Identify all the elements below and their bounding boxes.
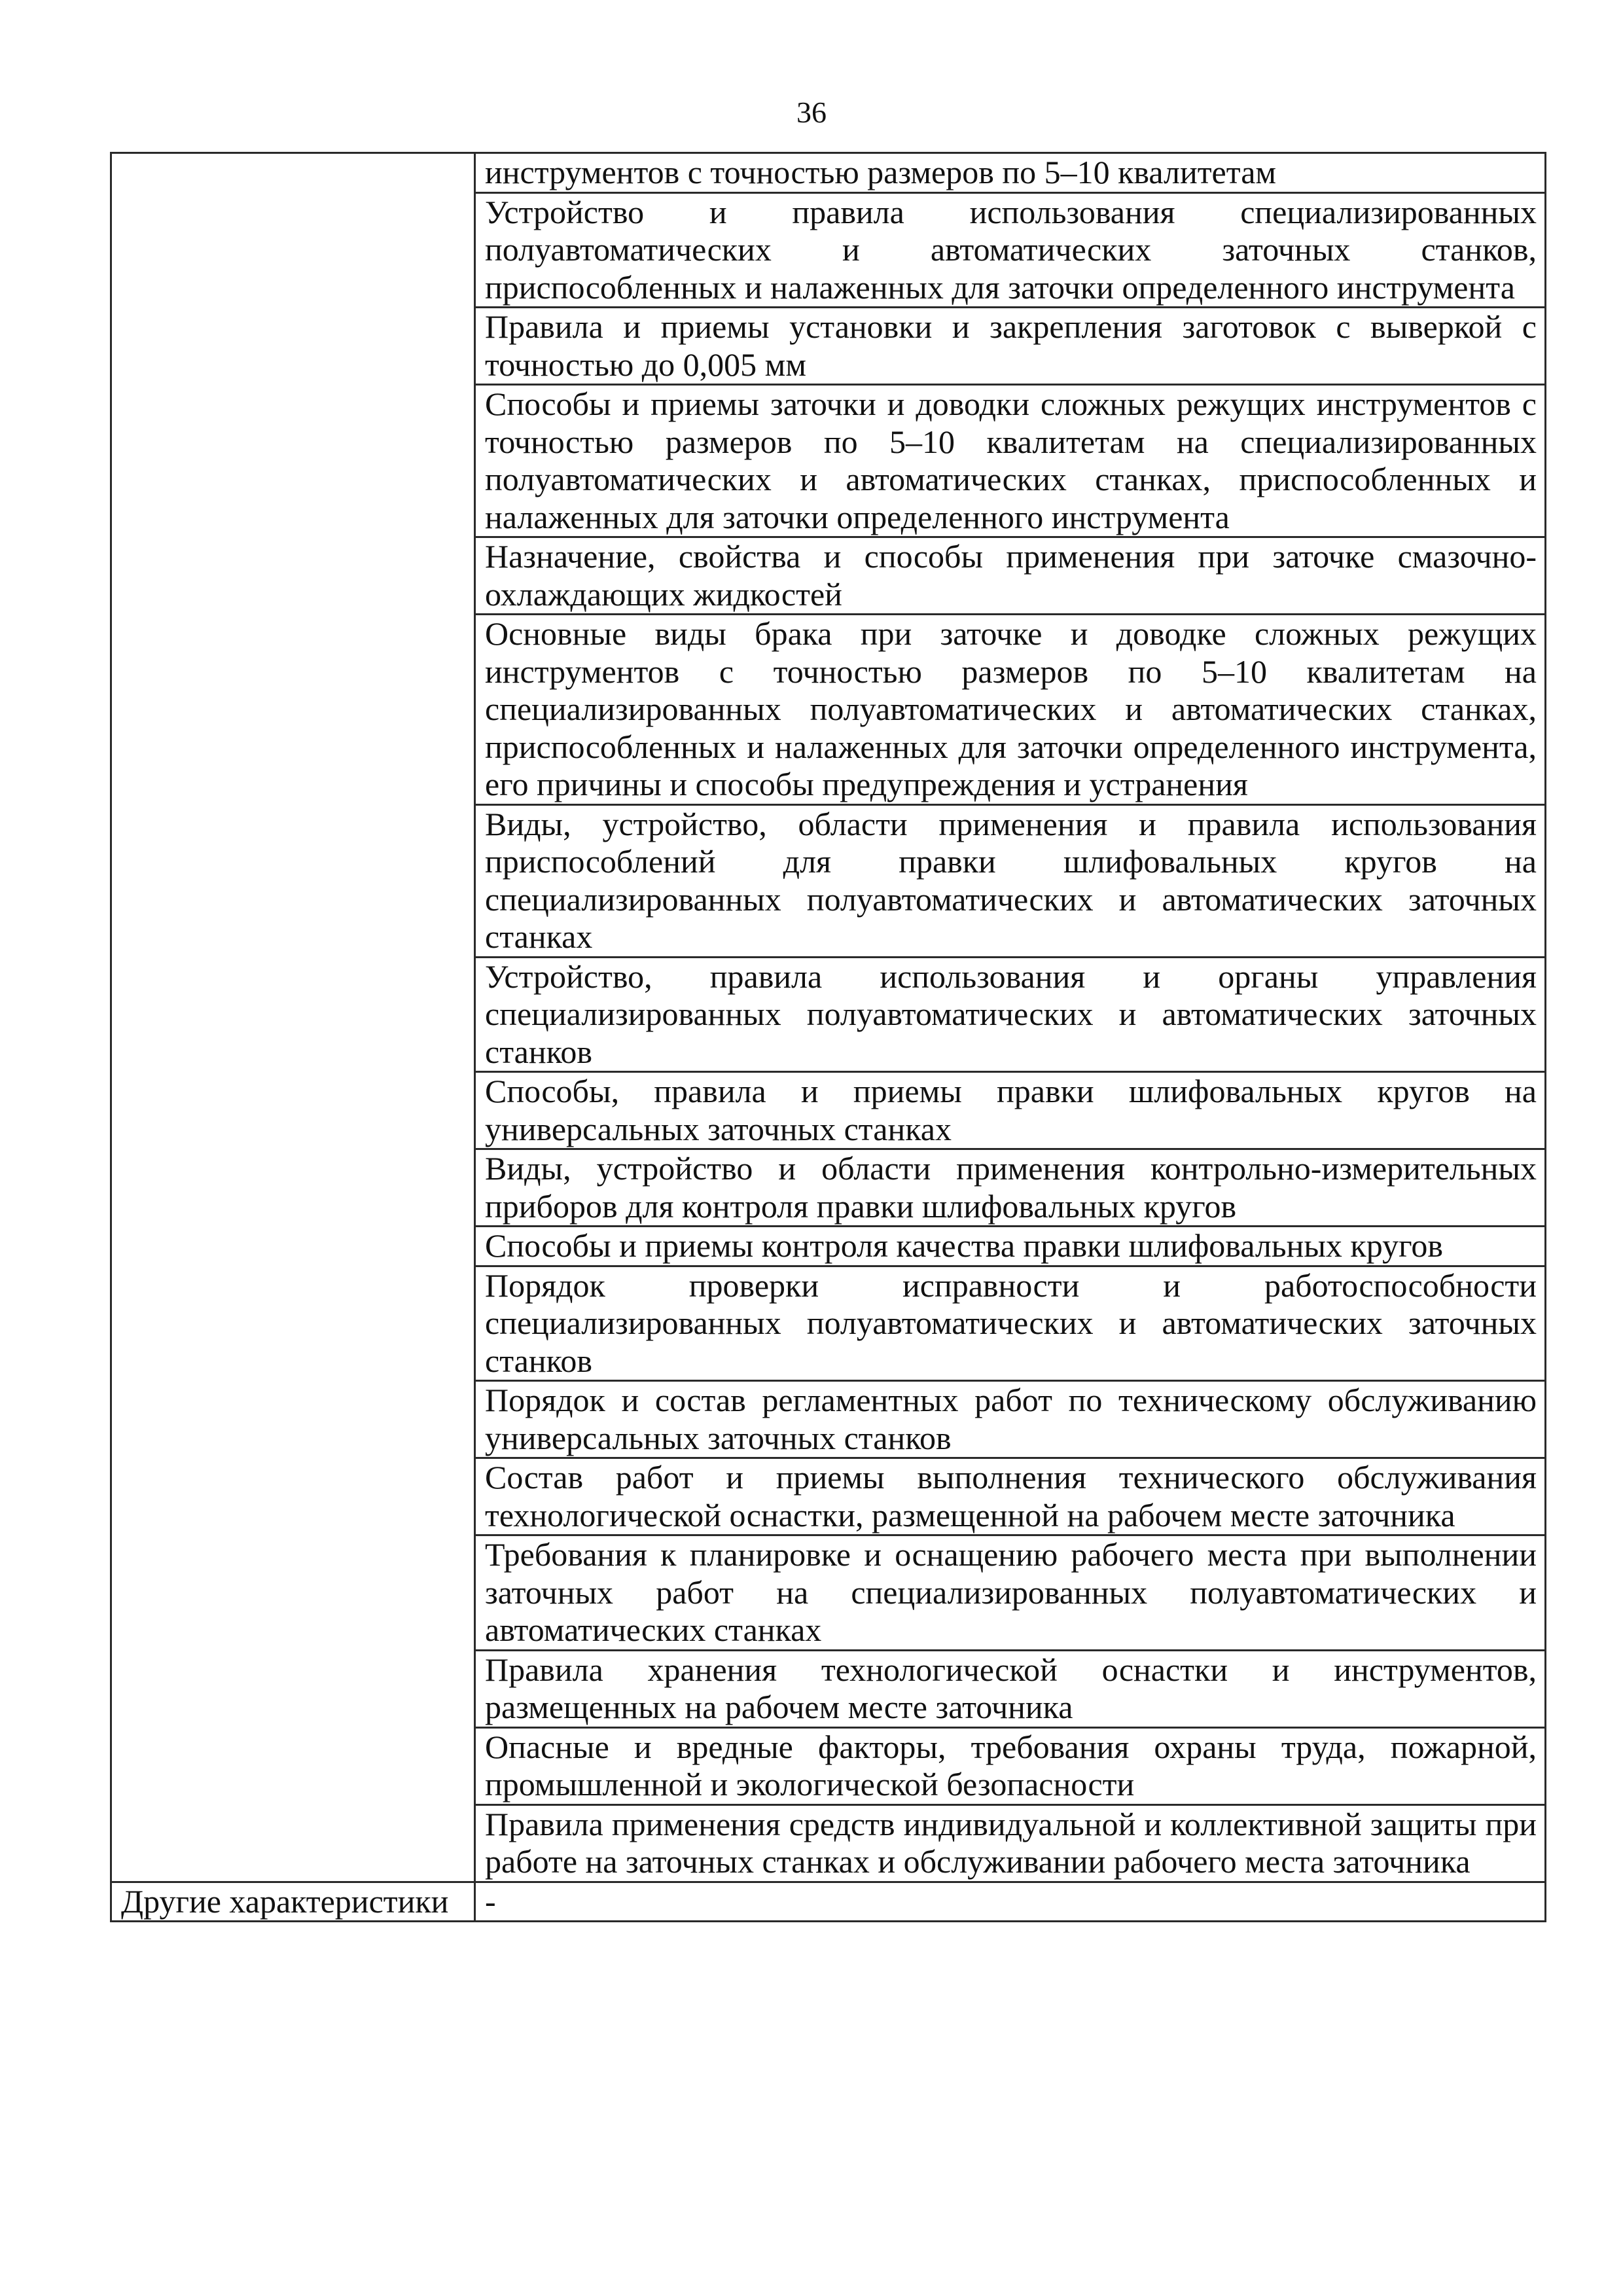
table-row [111, 153, 1546, 193]
knowledge-item: Устройство и правила использования специализированных полуавтоматических и автоматических заточных станков, приспособленных и налаженных для заточки определенного инструмента [475, 192, 1546, 308]
knowledge-item: Состав работ и приемы выполнения технического обслуживания технологической оснастки, размещенной на рабочем месте заточника [475, 1458, 1546, 1535]
knowledge-item: инструментов с точностью размеров по 5–10 квалитетам [475, 153, 1546, 193]
knowledge-item: Порядок и состав регламентных работ по техническому обслуживанию универсальных заточных станков [475, 1381, 1546, 1458]
page-number: 36 [796, 96, 827, 129]
knowledge-item: Способы, правила и приемы правки шлифовальных кругов на универсальных заточных станках [475, 1072, 1546, 1149]
knowledge-item: Правила применения средств индивидуальной и коллективной защиты при работе на заточных станках и обслуживании рабочего места заточника [475, 1804, 1546, 1882]
requirements-table [110, 152, 1546, 1922]
knowledge-item: Правила и приемы установки и закрепления заготовок с выверкой с точностью до 0,005 мм [475, 308, 1546, 385]
knowledge-item: Основные виды брака при заточке и доводке сложных режущих инструментов с точностью размеров по 5–10 квалитетам на специализированных полуавтоматических и автоматических станках, приспособленных и налаженных для заточки определенного инструмента, его причины и способы предупреждения и устранения [475, 615, 1546, 805]
knowledge-item: Виды, устройство, области применения и правила использования приспособлений для правки шлифовальных кругов на специализированных полуавтоматических и автоматических заточных станках [475, 804, 1546, 957]
section-label-cell-empty [111, 153, 475, 1882]
knowledge-item: Правила хранения технологической оснастки и инструментов, размещенных на рабочем месте заточника [475, 1650, 1546, 1727]
knowledge-item: Порядок проверки исправности и работоспособности специализированных полуавтоматических и автоматических заточных станков [475, 1266, 1546, 1381]
knowledge-item: Требования к планировке и оснащению рабочего места при выполнении заточных работ на специализированных полуавтоматических и автоматических станках [475, 1535, 1546, 1651]
knowledge-item: Способы и приемы контроля качества правки шлифовальных кругов [475, 1227, 1546, 1266]
other-characteristics-label: Другие характеристики [111, 1882, 475, 1922]
knowledge-item: Опасные и вредные факторы, требования охраны труда, пожарной, промышленной и экологической безопасности [475, 1727, 1546, 1804]
knowledge-item: Устройство, правила использования и органы управления специализированных полуавтоматических и автоматических заточных станков [475, 957, 1546, 1072]
knowledge-item: Назначение, свойства и способы применения при заточке смазочно-охлаждающих жидкостей [475, 537, 1546, 615]
table-row [111, 1882, 1546, 1922]
knowledge-item: Виды, устройство и области применения контрольно-измерительных приборов для контроля правки шлифовальных кругов [475, 1149, 1546, 1227]
other-characteristics-value: - [475, 1882, 1546, 1922]
knowledge-item: Способы и приемы заточки и доводки сложных режущих инструментов с точностью размеров по 5–10 квалитетам на специализированных полуавтоматических и автоматических станках, приспособленных и налаженных для заточки определенного инструмента [475, 385, 1546, 537]
